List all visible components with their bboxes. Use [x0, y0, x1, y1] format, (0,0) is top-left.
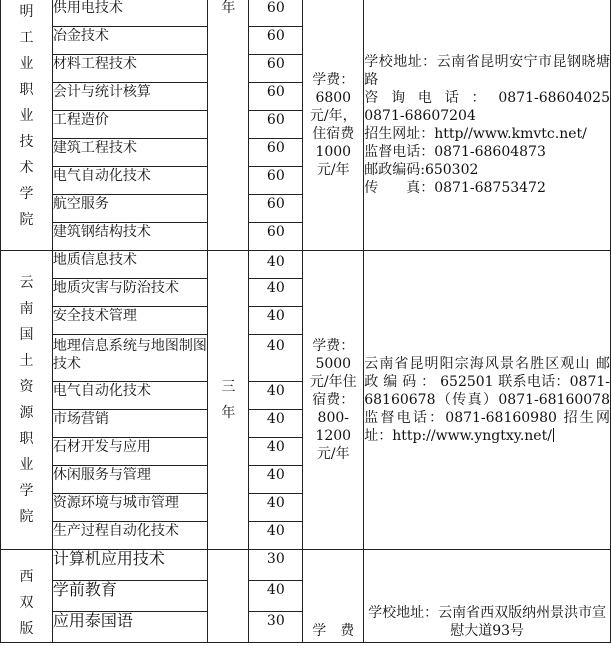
- info-line: 咨 询 电 话 ： 0871-68604025 0871-68607204: [364, 89, 610, 124]
- enrollment-count: 40: [249, 494, 303, 522]
- duration: 年: [208, 0, 249, 251]
- major-name: 建筑钢结构技术: [52, 223, 208, 251]
- info-line: 学校地址：云南省西双版纳州景洪市宣慰大道93号: [368, 605, 607, 639]
- enrollment-count: 40: [249, 466, 303, 494]
- major-name: 应用泰国语: [52, 612, 208, 643]
- info-line: 传 真：0871-68753472: [364, 179, 546, 196]
- info-line: 云南省昆明阳宗海风景名胜区观山 邮 政 编 码 ： 652501 联系电话：0871-68160678（传真）0871-68160078 监督电话：0871-68160980 招生网址：http://www.yngtxy.net/: [364, 356, 610, 444]
- major-name: 建筑工程技术: [52, 139, 208, 167]
- major-name: 休闲服务与管理: [52, 466, 208, 494]
- tuition-fee: 学 费: [303, 550, 364, 643]
- duration-cell: [208, 251, 249, 550]
- enrollment-count: 60: [249, 83, 303, 111]
- school-name: 明工业职业技术学院: [19, 4, 34, 228]
- tuition-fee: 学费：5000元/年住宿费：800-1200元/年: [303, 251, 364, 550]
- enrollment-count: 40: [249, 382, 303, 410]
- major-name: 资源环境与城市管理: [52, 494, 208, 522]
- enrollment-count: 60: [249, 223, 303, 251]
- duration: [208, 550, 249, 643]
- major-name: 安全技术管理: [52, 307, 208, 335]
- major-name: 地质灾害与防治技术: [52, 279, 208, 307]
- major-name: 电气自动化技术: [52, 167, 208, 195]
- enrollment-count: 60: [249, 0, 303, 27]
- major-name: 市场营销: [52, 410, 208, 438]
- enrollment-count: 30: [249, 550, 303, 581]
- major-name: 学前教育: [52, 581, 208, 612]
- major-name: 地质信息技术: [52, 251, 208, 279]
- school-name-cell: [1, 0, 53, 251]
- table-row: [1, 251, 611, 279]
- enrollment-count: 40: [249, 581, 303, 612]
- major-name: 工程造价: [52, 111, 208, 139]
- tuition-fee: 学费：6800元/年，住宿费1000元/年: [303, 0, 364, 251]
- school-name-cell: [1, 251, 53, 550]
- major-name: 计算机应用技术: [52, 550, 208, 581]
- duration: 三年: [221, 379, 236, 421]
- enrollment-count: 60: [249, 111, 303, 139]
- text-cursor: [553, 428, 554, 442]
- school-name: 云南国土资源职业学院: [19, 275, 34, 525]
- enrollment-count: 40: [249, 307, 303, 335]
- school-name: 西双版: [19, 569, 34, 637]
- enrollment-count: 60: [249, 27, 303, 55]
- major-name: 地理信息系统与地图制图技术: [52, 335, 208, 382]
- enrollment-count: 40: [249, 279, 303, 307]
- major-name: 会计与统计核算: [52, 83, 208, 111]
- info-line: 邮政编码:650302: [364, 161, 479, 178]
- major-name: 冶金技术: [52, 27, 208, 55]
- major-name: 材料工程技术: [52, 55, 208, 83]
- enrollment-count: 60: [249, 55, 303, 83]
- major-name: 航空服务: [52, 195, 208, 223]
- enrollment-count: 40: [249, 335, 303, 382]
- info-line: 监督电话：0871-68604873: [364, 143, 546, 160]
- enrollment-count: 60: [249, 195, 303, 223]
- enrollment-count: 40: [249, 251, 303, 279]
- school-name-cell: [1, 550, 53, 643]
- contact-info: [364, 550, 611, 643]
- major-name: 生产过程自动化技术: [52, 522, 208, 550]
- info-line: 学校地址：云南省昆明安宁市昆钢晓塘路: [364, 53, 610, 88]
- major-name: 供用电技术: [52, 0, 208, 27]
- enrollment-count: 40: [249, 522, 303, 550]
- enrollment-count: 40: [249, 438, 303, 466]
- table-row: [1, 0, 611, 27]
- contact-info: [364, 251, 611, 550]
- info-line: 招生网址：http//www.kmvtc.net/: [364, 125, 587, 142]
- major-name: 石材开发与应用: [52, 438, 208, 466]
- enrollment-count: 40: [249, 410, 303, 438]
- table-row: [1, 550, 611, 581]
- enrollment-count: 60: [249, 139, 303, 167]
- contact-info: [364, 0, 611, 251]
- major-name: 电气自动化技术: [52, 382, 208, 410]
- enrollment-count: 30: [249, 612, 303, 643]
- enrollment-count: 60: [249, 167, 303, 195]
